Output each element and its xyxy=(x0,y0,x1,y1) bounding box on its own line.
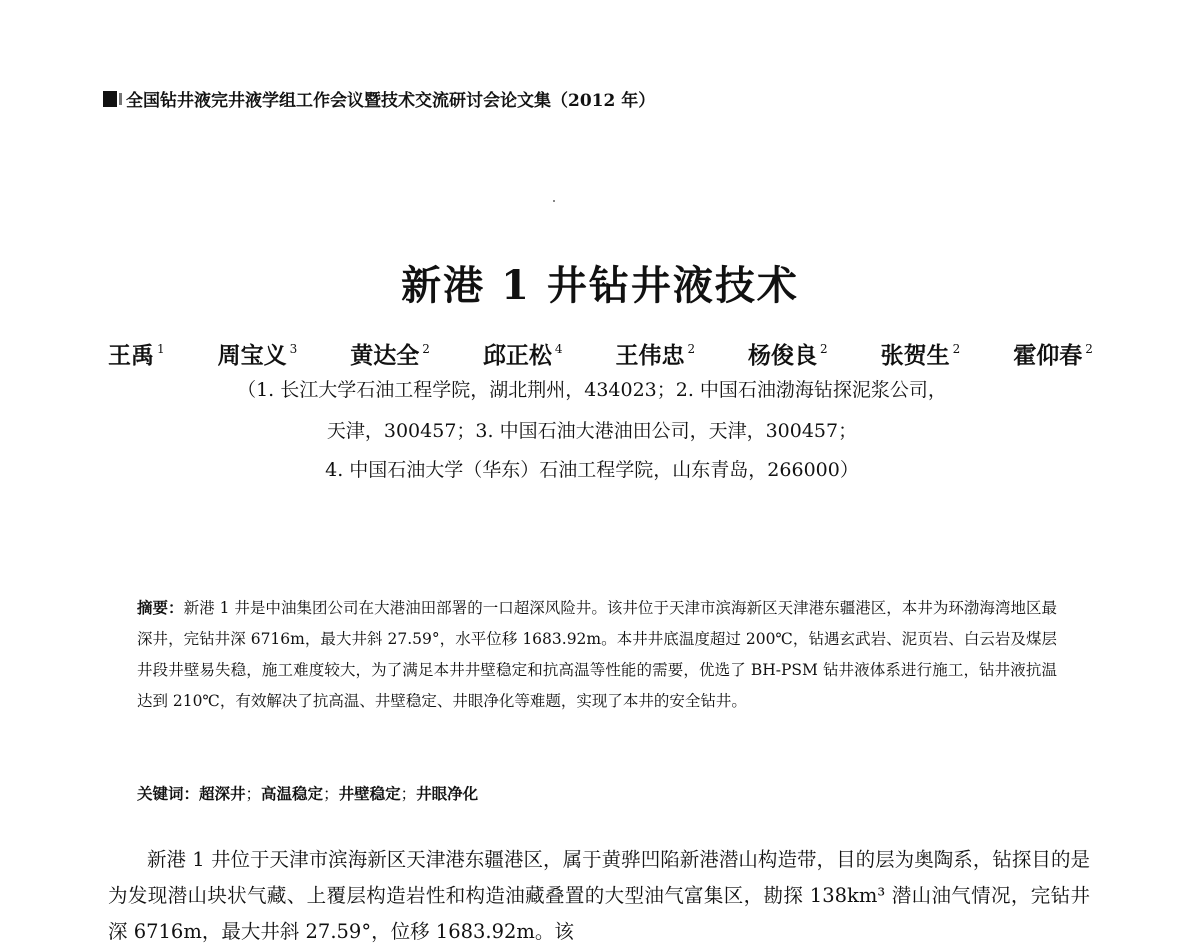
author-list xyxy=(108,337,1093,370)
abstract xyxy=(137,592,1057,717)
keyword: 井眼净化 xyxy=(416,784,479,803)
keywords-label: 关键词： xyxy=(137,784,200,803)
affiliation-line: （1. 长江大学石油工程学院，湖北荆州，434023；2. 中国石油渤海钻探泥浆公司， xyxy=(237,379,947,401)
header-square-icon xyxy=(103,91,117,107)
author: 黄达全 $^2$ xyxy=(350,342,430,369)
keywords: 关键词：超深井；高温稳定；井壁稳定；井眼净化 xyxy=(137,784,479,803)
body-paragraph: 新港 1 井位于天津市滨海新区天津港东疆港区，属于黄骅凹陷新港潜山构造带，目的层为奥陶系，钻探目的是为发现潜山块状气藏、上覆层构造岩性和构造油藏叠置的大型油气富集区，勘探 138km³ 潜山油气情况，完钻井深 6716m，最大井斜 27.59°，位移 1683.92m。该 xyxy=(108,848,1090,943)
author: 邱正松 $^4$ xyxy=(482,342,563,369)
author: 张贺生 $^2$ xyxy=(880,342,961,369)
author: 霍仰春 $^2$ xyxy=(1013,342,1093,369)
author: 王伟忠 $^2$ xyxy=(615,342,696,369)
header-text: 全国钻井液完井液学组工作会议暨技术交流研讨会论文集（2012 年） xyxy=(126,91,656,111)
scan-speck xyxy=(553,200,555,202)
author: 王禹 $^1$ xyxy=(108,342,165,369)
abstract-text: 新港 1 井是中油集团公司在大港油田部署的一口超深风险井。该井位于天津市滨海新区天津港东疆港区，本井为环渤海湾地区最深井，完钻井深 6716m，最大井斜 27.59°，水平位移 1683.92m。本井井底温度超过 200℃，钻遇玄武岩、泥页岩、白云岩及煤层井段井壁易失稳，施工难度较大，为了满足本井井壁稳定和抗高温等性能的需要，优选了 BH-PSM 钻井液体系进行施工，钻井液抗温达到 210℃，有效解决了抗高温、井壁稳定、井眼净化等难题，实现了本井的安全钻井。 xyxy=(137,599,1057,710)
keyword: 井壁稳定 xyxy=(338,784,401,803)
affiliation-line: 天津，300457；3. 中国石油大港油田公司，天津，300457； xyxy=(326,420,858,442)
keyword: 超深井 xyxy=(199,784,246,803)
author: 杨俊良 $^2$ xyxy=(748,342,828,369)
abstract-label: 摘要： xyxy=(137,598,184,617)
paper-title: 新港 1 井钻井液技术 xyxy=(401,262,799,309)
running-header xyxy=(103,86,655,111)
author: 周宝义 $^3$ xyxy=(217,342,298,369)
affiliation-line: 4. 中国石油大学（华东）石油工程学院，山东青岛，266000） xyxy=(325,459,859,481)
keyword: 高温稳定 xyxy=(261,784,324,803)
